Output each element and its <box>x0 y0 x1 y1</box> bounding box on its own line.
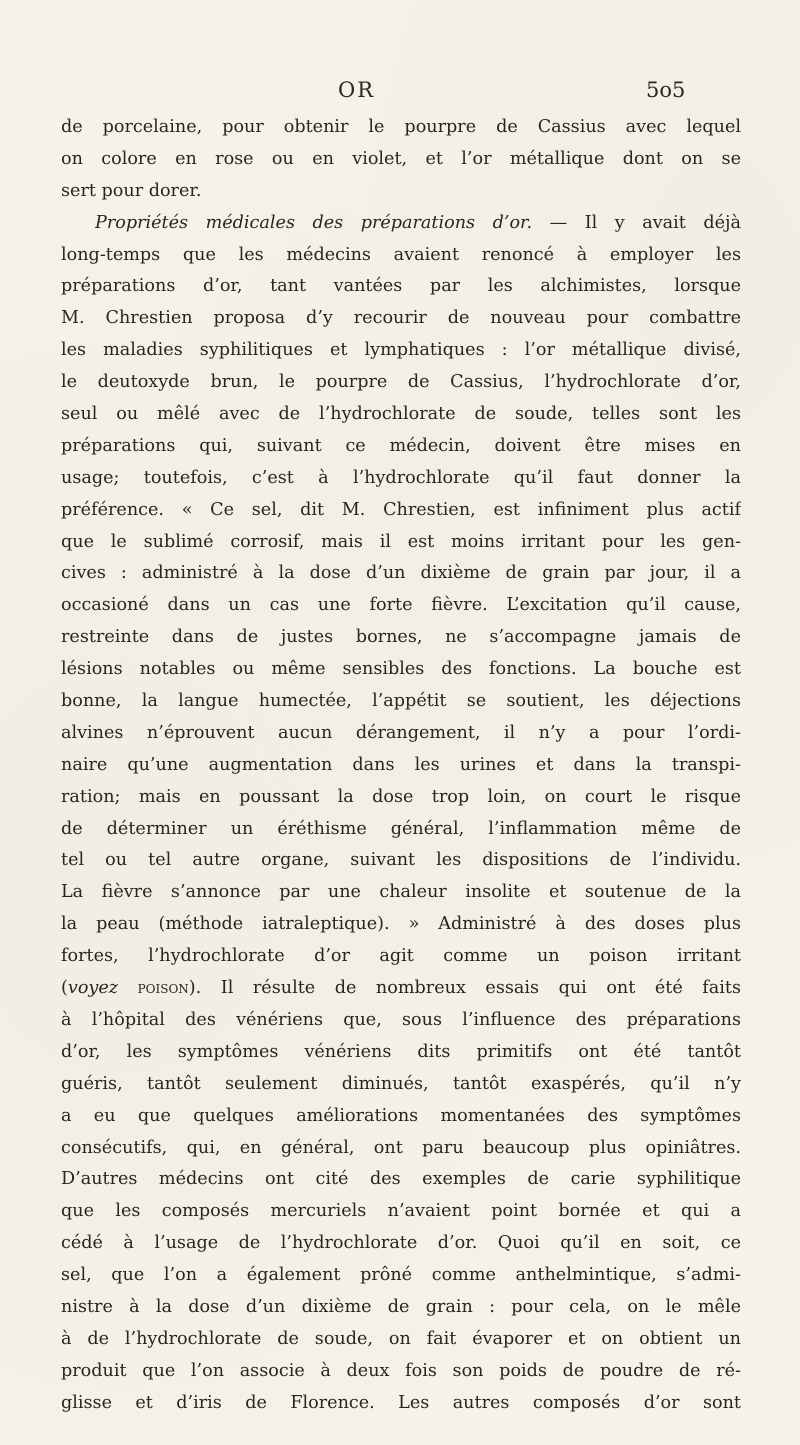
text-line <box>61 271 741 303</box>
text-line <box>61 399 741 431</box>
text-line <box>61 750 741 782</box>
text-line <box>61 1292 741 1324</box>
line-text: préparations d’or, tant vantées par les alchimistes, lorsque <box>61 276 741 297</box>
line-text: — Il y avait déjà <box>532 212 741 233</box>
text-line <box>61 495 741 527</box>
line-text: bonne, la langue humectée, l’appétit se soutient, les déjections <box>61 691 741 712</box>
text-line <box>61 909 741 941</box>
text-line <box>61 208 741 240</box>
text-line <box>61 782 741 814</box>
text-line <box>61 686 741 718</box>
text-line <box>61 176 741 208</box>
line-text: tel ou tel autre organe, suivant les dispositions de l’individu. <box>61 850 741 871</box>
text-line <box>61 112 741 144</box>
text-line <box>61 527 741 559</box>
line-text-suffix: ). Il résulte de nombreux essais qui ont été faits <box>188 978 741 999</box>
line-text: ration; mais en poussant la dose trop loin, on court le risque <box>61 786 741 807</box>
line-text: La fièvre s’annonce par une chaleur insolite et soutenue de la <box>61 882 741 903</box>
text-line <box>61 1133 741 1165</box>
body-text <box>61 112 741 1420</box>
line-text: la peau (méthode iatraleptique). » Administré à des doses plus <box>61 914 741 935</box>
text-line <box>61 1101 741 1133</box>
line-text: occasioné dans un cas une forte fièvre. L’excitation qu’il cause, <box>61 595 741 616</box>
line-text: cédé à l’usage de l’hydrochlorate d’or. Quoi qu’il en soit, ce <box>61 1233 741 1254</box>
line-text: de déterminer un éréthisme général, l’inflammation même de <box>61 818 741 839</box>
text-line <box>61 845 741 877</box>
text-line <box>61 303 741 335</box>
line-text: glisse et d’iris de Florence. Les autres composés d’or sont <box>61 1392 741 1413</box>
text-line <box>61 1164 741 1196</box>
text-line <box>61 144 741 176</box>
text-line <box>61 718 741 750</box>
small-caps-text: poison <box>137 978 189 999</box>
line-text: à l’hôpital des vénériens que, sous l’influence des préparations <box>61 1009 741 1030</box>
text-line <box>61 463 741 495</box>
running-head-word: OR <box>338 78 376 102</box>
line-text: seul ou mêlé avec de l’hydrochlorate de soude, telles sont les <box>61 404 741 425</box>
text-line <box>61 1388 741 1420</box>
line-text: d’or, les symptômes vénériens dits primitifs ont été tantôt <box>61 1041 741 1062</box>
italic-text: Propriétés médicales des préparations d’or. <box>95 212 533 233</box>
line-text: M. Chrestien proposa d’y recourir de nouveau pour combattre <box>61 308 741 329</box>
page-number: 5o5 <box>646 78 686 102</box>
line-text: guéris, tantôt seulement diminués, tantôt exaspérés, qu’il n’y <box>61 1073 741 1094</box>
line-text: que le sublimé corrosif, mais il est moins irritant pour les gen- <box>61 531 741 552</box>
running-head <box>0 78 800 108</box>
line-text: préférence. « Ce sel, dit M. Chrestien, est infiniment plus actif <box>61 499 741 520</box>
line-text: lésions notables ou même sensibles des fonctions. La bouche est <box>61 659 741 680</box>
text-line <box>61 240 741 272</box>
text-line <box>61 590 741 622</box>
text-line <box>61 973 741 1005</box>
line-text: préparations qui, suivant ce médecin, doivent être mises en <box>61 435 741 456</box>
text-line <box>61 1005 741 1037</box>
line-text: consécutifs, qui, en général, ont paru beaucoup plus opiniâtres. <box>61 1137 741 1158</box>
line-text: fortes, l’hydrochlorate d’or agit comme un poison irritant <box>61 946 741 967</box>
line-text: long-temps que les médecins avaient renoncé à employer les <box>61 244 741 265</box>
line-text: a eu que quelques améliorations momentanées des symptômes <box>61 1105 741 1126</box>
line-text: cives : administré à la dose d’un dixième de grain par jour, il a <box>61 563 741 584</box>
line-text: nistre à la dose d’un dixième de grain : pour cela, on le mêle <box>61 1296 741 1317</box>
text-line <box>61 941 741 973</box>
text-line <box>61 1356 741 1388</box>
line-text: on colore en rose ou en violet, et l’or métallique dont on se <box>61 148 741 169</box>
line-text: D’autres médecins ont cité des exemples de carie syphilitique <box>61 1169 741 1190</box>
text-line <box>61 1037 741 1069</box>
line-text <box>118 978 138 998</box>
text-line <box>61 335 741 367</box>
line-text: produit que l’on associe à deux fois son poids de poudre de ré- <box>61 1360 741 1381</box>
line-text: de porcelaine, pour obtenir le pourpre de Cassius avec lequel <box>61 117 741 137</box>
line-text: que les composés mercuriels n’avaient point bornée et qui a <box>61 1201 741 1222</box>
line-text: à de l’hydrochlorate de soude, on fait évaporer et on obtient un <box>61 1328 741 1349</box>
line-text: sel, que l’on a également prôné comme anthelmintique, s’admi- <box>61 1265 741 1286</box>
line-text: restreinte dans de justes bornes, ne s’accompagne jamais de <box>61 627 741 648</box>
line-text: usage; toutefois, c’est à l’hydrochlorate qu’il faut donner la <box>61 467 741 488</box>
text-line <box>61 367 741 399</box>
text-line <box>61 1260 741 1292</box>
text-line <box>61 431 741 463</box>
italic-text: voyez <box>67 978 119 999</box>
line-text: alvines n’éprouvent aucun dérangement, il n’y a pour l’ordi- <box>61 722 741 743</box>
line-text: naire qu’une augmentation dans les urines et dans la transpi- <box>61 754 741 775</box>
line-text: sert pour dorer. <box>61 180 202 201</box>
text-line <box>61 814 741 846</box>
line-text: le deutoxyde brun, le pourpre de Cassius, l’hydrochlorate d’or, <box>61 372 741 393</box>
text-line <box>61 877 741 909</box>
line-text: les maladies syphilitiques et lymphatiques : l’or métallique divisé, <box>61 340 741 361</box>
line-text-prefix: ( <box>61 978 68 999</box>
text-line <box>61 1196 741 1228</box>
text-line <box>61 1069 741 1101</box>
text-line <box>61 1324 741 1356</box>
text-line <box>61 558 741 590</box>
text-line <box>61 1228 741 1260</box>
text-line <box>61 654 741 686</box>
text-line <box>61 622 741 654</box>
